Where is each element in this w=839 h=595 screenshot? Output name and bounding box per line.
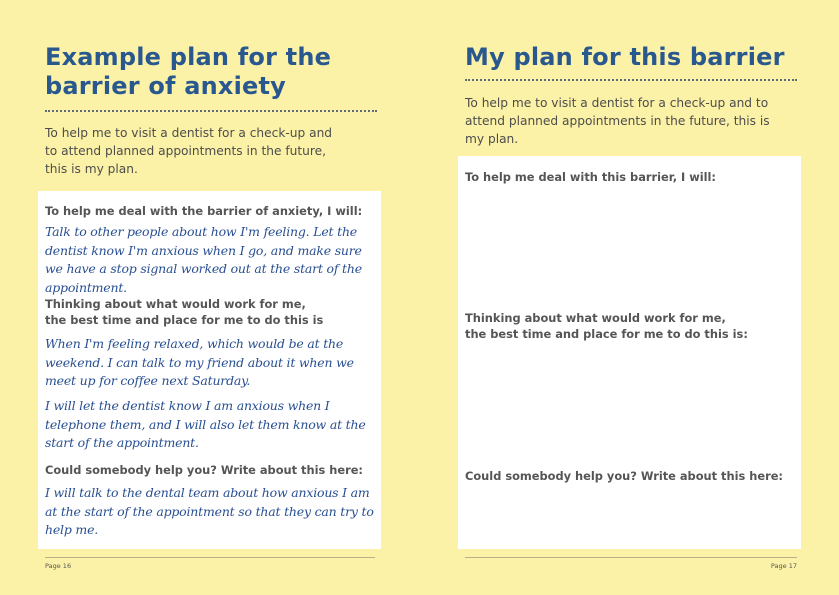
plan-question-2-line-1: Thinking about what would work for me, <box>465 311 726 325</box>
example-question-2 <box>45 296 375 328</box>
dotted-divider <box>45 110 377 112</box>
example-question-1: To help me deal with the barrier of anxiety, I will: <box>45 204 363 218</box>
example-answer-4: I will talk to the dental team about how anxious I am at the start of the appointment so that they can try to help me. <box>45 485 374 537</box>
example-answer-2: When I'm feeling relaxed, which would be at the weekend. I can talk to my friend about it when we meet up for coffee next Saturday. <box>45 336 354 388</box>
example-question-2-line-1: Thinking about what would work for me, <box>45 297 306 311</box>
page-number: Page 17 <box>770 562 797 570</box>
example-answer-1: Talk to other people about how I'm feeling. Let the dentist know I'm anxious when I go, and make sure we have a stop signal worked out at the start of the appointment. <box>45 224 362 295</box>
example-answer-3: I will let the dentist know I am anxious when I telephone them, and I will also let them know at the start of the appointment. <box>45 398 366 450</box>
plan-question-2 <box>465 310 795 342</box>
example-plan-card <box>38 191 381 549</box>
plan-question-1: To help me deal with this barrier, I will: <box>465 170 716 184</box>
my-plan-card <box>458 156 801 549</box>
left-page-title <box>45 43 385 101</box>
plan-question-2-line-2: the best time and place for me to do this is: <box>465 327 748 341</box>
right-page <box>420 0 839 595</box>
example-question-2-line-2: the best time and place for me to do this is <box>45 313 324 327</box>
page-number: Page 16 <box>45 562 72 570</box>
footer-divider <box>465 557 797 558</box>
plan-question-3: Could somebody help you? Write about this here: <box>465 469 783 483</box>
footer-divider <box>45 557 375 558</box>
left-title-line-2: barrier of anxiety <box>45 72 287 100</box>
right-page-title: My plan for this barrier <box>465 43 785 71</box>
right-intro-text: To help me to visit a dentist for a check-up and to attend planned appointments in the future, this is my plan. <box>465 96 770 146</box>
example-question-3: Could somebody help you? Write about this here: <box>45 463 363 477</box>
dotted-divider <box>465 79 797 81</box>
left-intro-text: To help me to visit a dentist for a check-up and to attend planned appointments in the future, this is my plan. <box>45 126 333 176</box>
left-title-line-1: Example plan for the <box>45 43 332 71</box>
